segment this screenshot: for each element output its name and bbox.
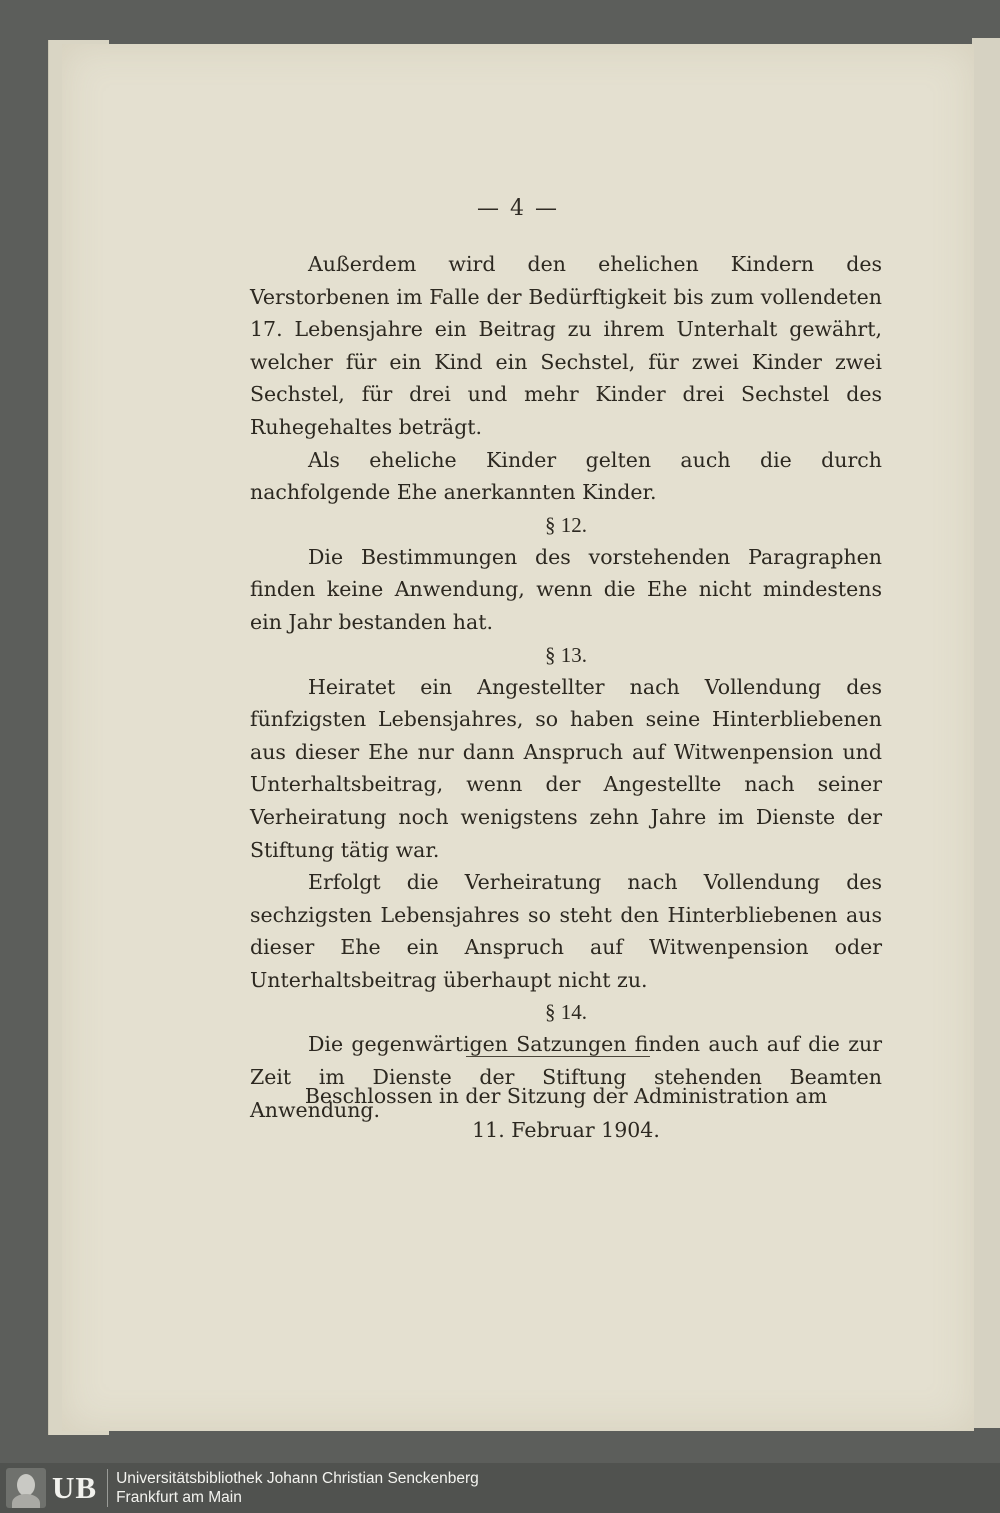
institution-name	[107, 1469, 479, 1507]
section-12-text: Die Bestimmungen des vorstehenden Paragraphen finden keine Anwendung, wenn die Ehe nicht mindestens ein Jahr bestanden hat.	[250, 544, 882, 634]
document-page	[62, 44, 974, 1431]
body-text	[250, 248, 882, 1126]
section-14-heading: § 14.	[545, 1000, 587, 1025]
divider-rule	[466, 1056, 650, 1057]
closing-line-1: Beschlossen in der Sitzung der Administration am	[304, 1084, 828, 1108]
right-page-edge	[972, 38, 1000, 1428]
section-13-text-1: Heiratet ein Angestellter nach Vollendung des fünfzigsten Lebensjahres, so haben seine Hinterbliebenen aus dieser Ehe nur dann Anspruch auf Witwenpension und Unterhaltsbeitrag, wenn der Angestellte nach seiner Verheiratung noch wenigstens zehn Jahre im Dienste der Stiftung tätig war.	[250, 674, 882, 862]
section-12-heading: § 12.	[545, 512, 587, 537]
section-13-text-2: Erfolgt die Verheiratung nach Vollendung des sechzigsten Lebensjahres so steht den Hinterbliebenen aus dieser Ehe ein Anspruch auf Witwenpension oder Unterhaltsbeitrag überhaupt nicht zu.	[250, 870, 882, 992]
paragraph-legitimate-children: Als eheliche Kinder gelten auch die durch nachfolgende Ehe anerkannten Kinder.	[250, 447, 882, 505]
institution-city: Frankfurt am Main	[116, 1489, 242, 1506]
section-13-heading: § 13.	[545, 642, 587, 667]
logo-text: UB	[52, 1470, 98, 1505]
closing-resolution	[250, 1079, 882, 1147]
section-14-text: Die gegenwärtigen Satzungen finden auch auf die zur Zeit im Dienste der Stiftung stehenden Beamten Anwendung.	[250, 1032, 882, 1122]
library-logo[interactable]	[6, 1467, 97, 1509]
page-number: — 4 —	[477, 196, 559, 221]
institution-title: Universitätsbibliothek Johann Christian Senckenberg	[116, 1470, 479, 1487]
library-footer	[0, 1463, 1000, 1513]
paragraph-children-allowance: Außerdem wird den ehelichen Kindern des Verstorbenen im Falle der Bedürftigkeit bis zum vollendeten 17. Lebensjahre ein Beitrag zu ihrem Unterhalt gewährt, welcher für ein Kind ein Sechstel, für zwei Kinder zwei Sechstel, für drei und mehr Kinder drei Sechstel des Ruhegehaltes beträgt.	[250, 252, 882, 439]
closing-date: 11. Februar 1904.	[472, 1118, 660, 1142]
senckenberg-portrait-icon	[6, 1468, 46, 1508]
